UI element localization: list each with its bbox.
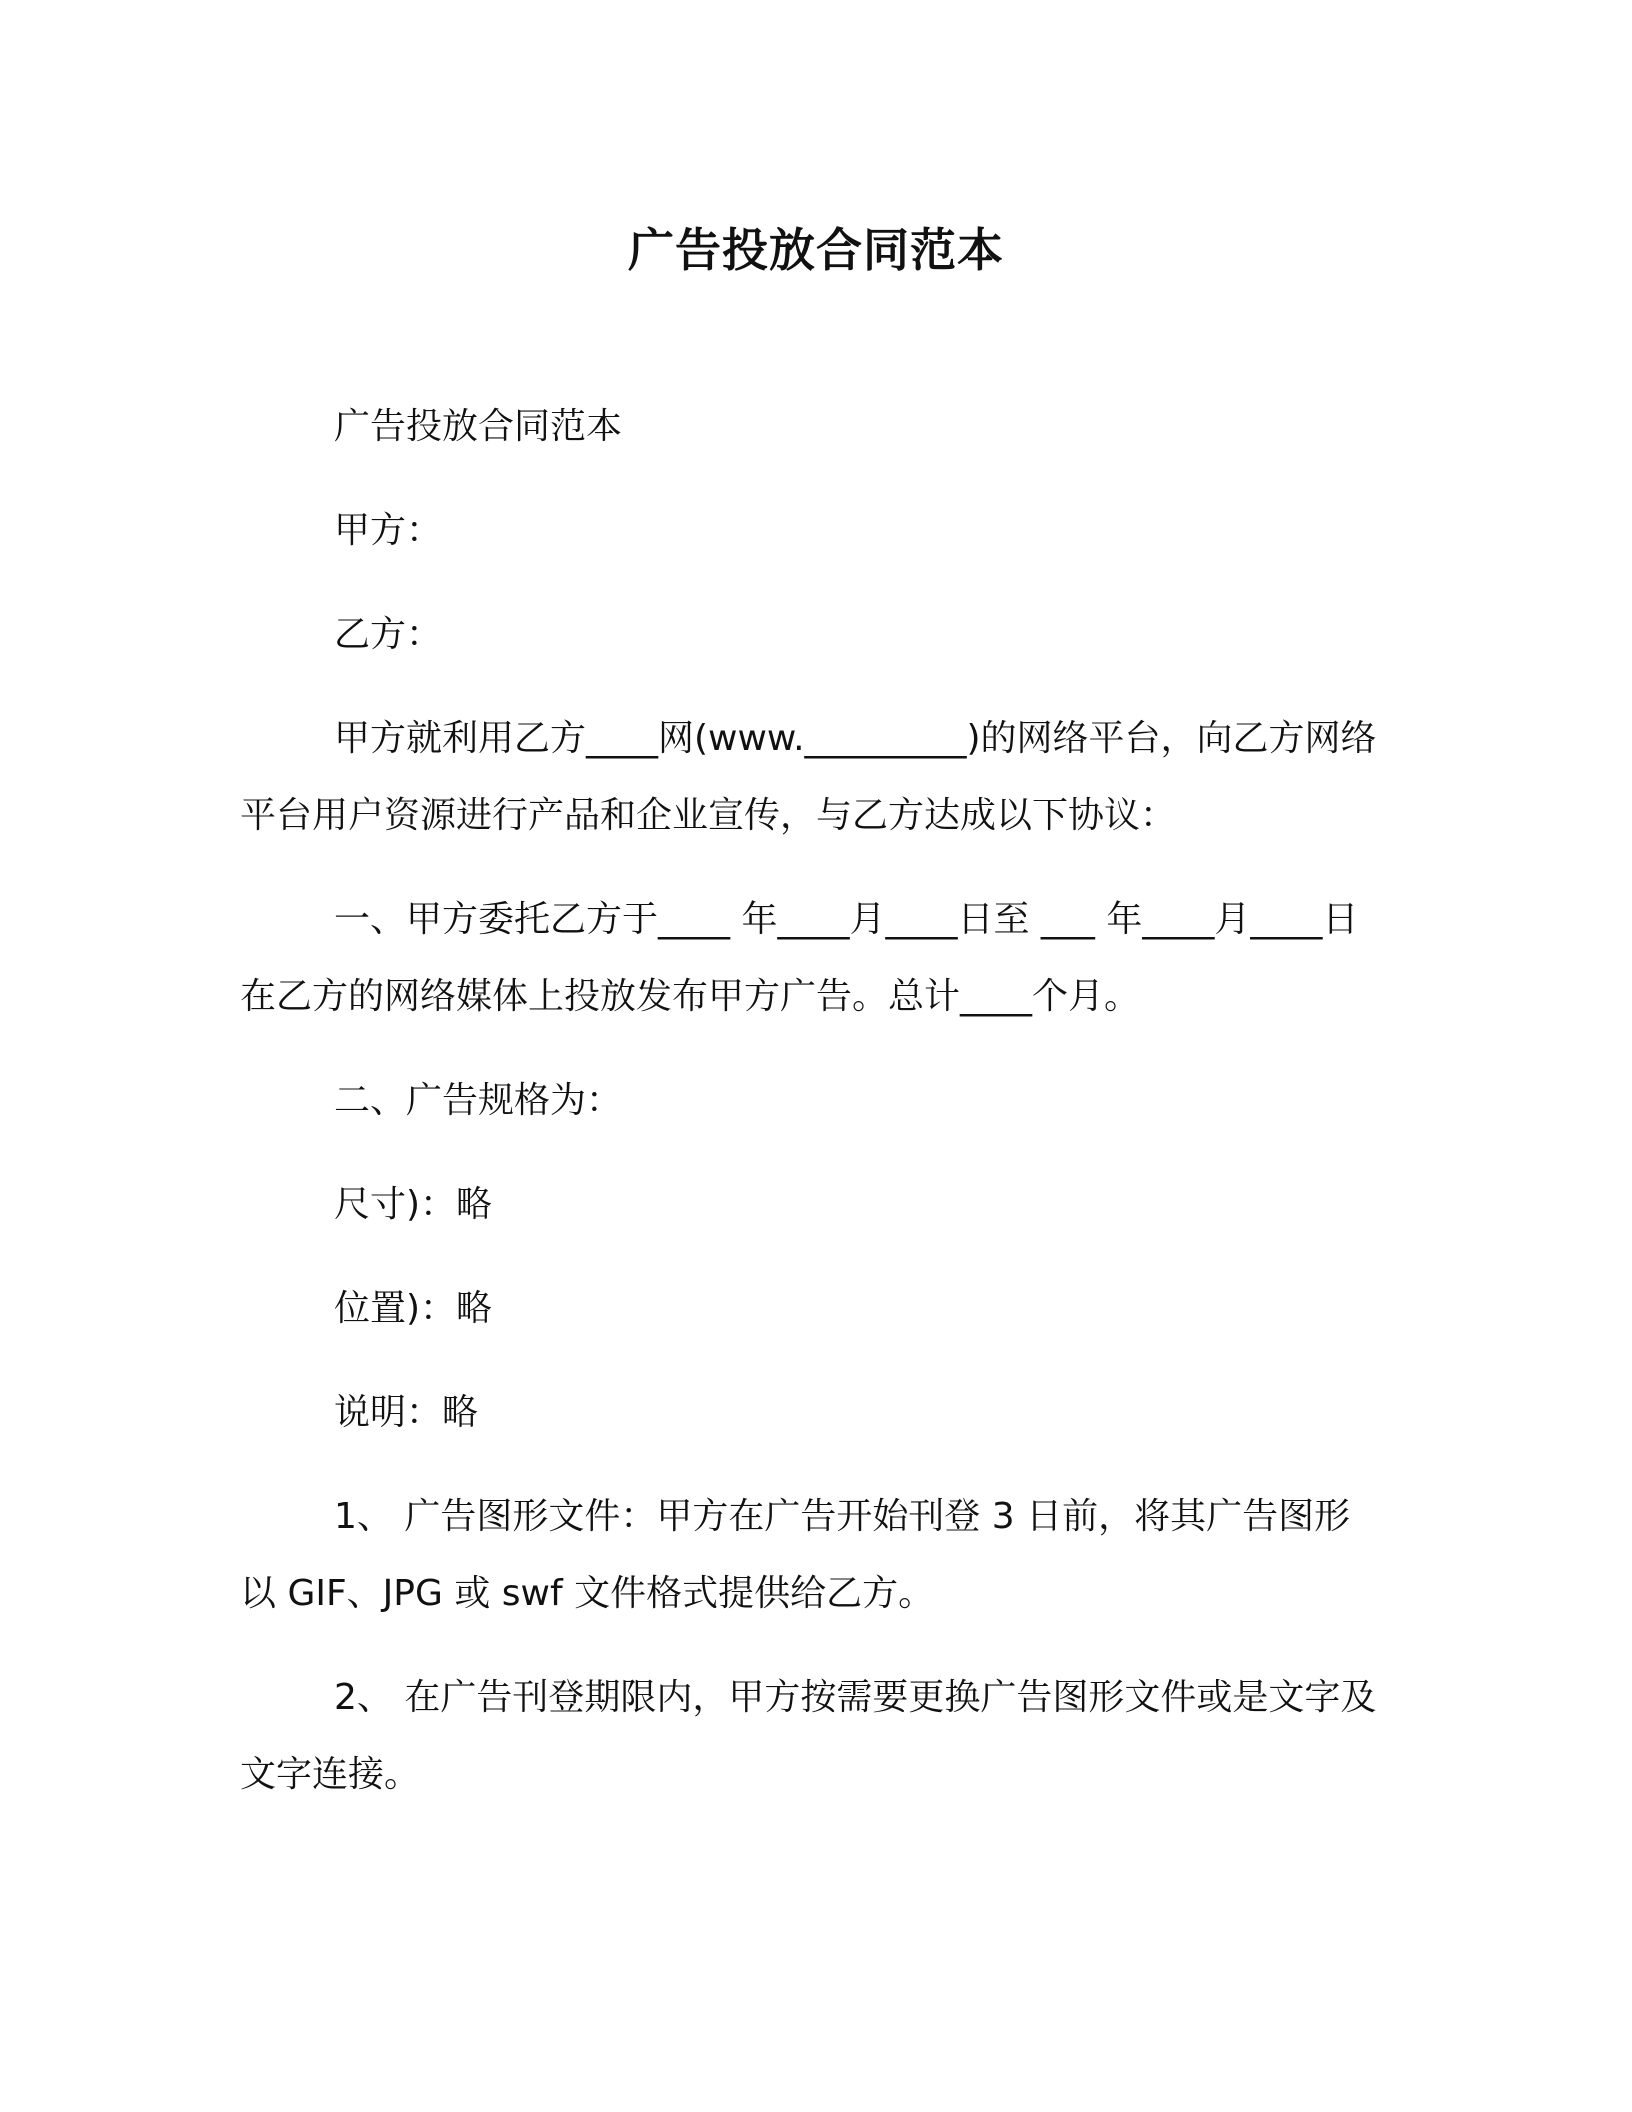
paragraph-item-2: 2、 在广告刊登期限内，甲方按需要更换广告图形文件或是文字及文字连接。 bbox=[240, 1677, 1377, 1795]
document-body bbox=[240, 388, 1380, 1840]
paragraph-clause-2: 二、广告规格为： bbox=[334, 1080, 623, 1121]
paragraph-party-b: 乙方： bbox=[334, 614, 443, 655]
paragraph-size: 尺寸)：略 bbox=[334, 1184, 493, 1225]
paragraph-description: 说明：略 bbox=[334, 1392, 479, 1433]
paragraph-position: 位置)：略 bbox=[334, 1288, 493, 1329]
paragraph-party-a: 甲方： bbox=[334, 510, 443, 551]
paragraph-item-1: 1、 广告图形文件：甲方在广告开始刊登 3 日前，将其广告图形以 GIF、JPG 或 swf 文件格式提供给乙方。 bbox=[240, 1496, 1351, 1614]
paragraph-intro: 甲方就利用乙方____网(www._________)的网络平台，向乙方网络平台用户资源进行产品和企业宣传，与乙方达成以下协议： bbox=[240, 718, 1377, 836]
paragraph-clause-1: 一、甲方委托乙方于____ 年____月____日至 ___ 年____月____日在乙方的网络媒体上投放发布甲方广告。总计____个月。 bbox=[240, 899, 1359, 1017]
paragraph-heading: 广告投放合同范本 bbox=[334, 406, 623, 447]
document-title: 广告投放合同范本 bbox=[628, 223, 1004, 277]
